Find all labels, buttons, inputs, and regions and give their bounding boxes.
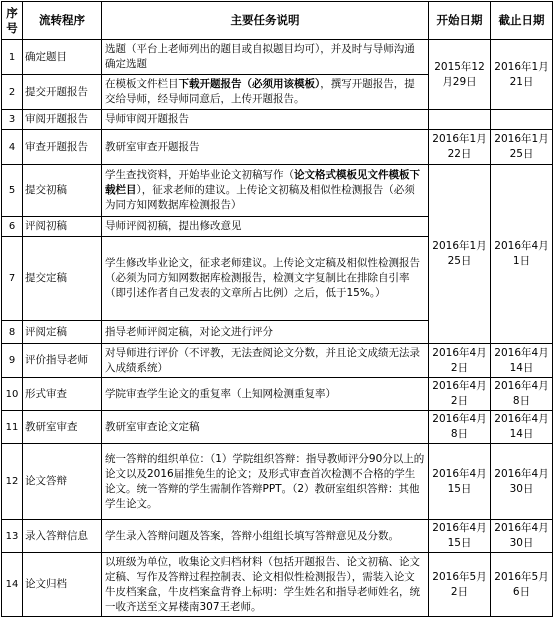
row-step: 录入答辩信息 [23, 520, 102, 553]
row-desc: 学生修改毕业论文，征求老师建议。上传论文定稿及相似性检测报告（必须为同方知网数据库检测报告，检测文字复制比在排除自引率（即引述作者自己发表的文章所占比例）之后，低于15%。） [102, 237, 429, 321]
row-desc: 统一答辩的组织单位：（1）学院组织答辩：指导教师评分90分以上的论文以及2016届推免生的论文；及形式审查首次检测不合格的学生论文。统一答辩的学生需制作答辩PPT。（2）教研室组织答辩：其他学生论文。 [102, 444, 429, 520]
row-step: 评阅初稿 [23, 217, 102, 237]
header-step: 流转程序 [23, 2, 102, 40]
row-desc: 以班级为单位，收集论文归档材料（包括开题报告、论文初稿、论文定稿、写作及答辩过程控制表、论文相似性检测报告），需装入论文牛皮档案盒，牛皮档案盒背脊上标明：学生姓名和指导老师姓名，统一收齐送至文昇楼南307王老师。 [102, 553, 429, 617]
row-end-date: 2016年1月21日 [491, 40, 553, 110]
row-step: 审查开题报告 [23, 130, 102, 165]
table-row [2, 520, 553, 553]
row-step: 论文归档 [23, 553, 102, 617]
row-start-date [429, 110, 491, 130]
table-row [2, 130, 553, 165]
row-desc [102, 165, 429, 217]
row-num: 10 [2, 378, 23, 411]
desc-text: 学生查找资料，开始毕业论文初稿写作（ [105, 169, 294, 181]
row-num: 4 [2, 130, 23, 165]
row-step: 教研室审查 [23, 411, 102, 444]
row-start-date: 2016年1月25日 [429, 165, 491, 344]
table-row [2, 110, 553, 130]
row-step: 提交初稿 [23, 165, 102, 217]
row-step: 评价指导老师 [23, 344, 102, 378]
row-step: 确定题目 [23, 40, 102, 75]
row-end-date: 2016年4月30日 [491, 444, 553, 520]
table-row [2, 444, 553, 520]
row-num: 8 [2, 321, 23, 344]
table-row [2, 553, 553, 617]
header-start: 开始日期 [429, 2, 491, 40]
desc-text: 在模板文件栏目 [105, 78, 179, 90]
row-desc: 导师评阅初稿，提出修改意见 [102, 217, 429, 237]
row-num: 1 [2, 40, 23, 75]
row-desc: 导师审阅开题报告 [102, 110, 429, 130]
row-start-date: 2016年1月22日 [429, 130, 491, 165]
row-end-date: 2016年4月30日 [491, 520, 553, 553]
row-step: 审阅开题报告 [23, 110, 102, 130]
header-row [2, 2, 553, 40]
header-desc: 主要任务说明 [102, 2, 429, 40]
row-desc: 学院审查学生论文的重复率（上知网检测重复率） [102, 378, 429, 411]
row-end-date [491, 110, 553, 130]
desc-bold-text: 论文格式模板见文件模板下载栏目 [105, 169, 420, 196]
table-row [2, 378, 553, 411]
row-num: 12 [2, 444, 23, 520]
row-num: 3 [2, 110, 23, 130]
table-row [2, 411, 553, 444]
row-desc: 对导师进行评价（不评教，无法查阅论文分数，并且论文成绩无法录入成绩系统） [102, 344, 429, 378]
row-num: 13 [2, 520, 23, 553]
header-end: 截止日期 [491, 2, 553, 40]
row-start-date: 2016年4月2日 [429, 344, 491, 378]
row-num: 11 [2, 411, 23, 444]
row-desc [102, 75, 429, 110]
desc-text: ），征求老师的建议。上传论文初稿及相似性检测报告（必须为同方知网数据库检测报告） [105, 184, 415, 211]
row-step: 形式审查 [23, 378, 102, 411]
header-num: 序号 [2, 2, 23, 40]
table-row [2, 165, 553, 217]
row-end-date: 2016年4月1日 [491, 165, 553, 344]
row-num: 9 [2, 344, 23, 378]
row-end-date: 2016年4月14日 [491, 411, 553, 444]
row-end-date: 2016年5月6日 [491, 553, 553, 617]
row-start-date: 2016年5月2日 [429, 553, 491, 617]
row-end-date[interactable] [491, 130, 553, 165]
row-end-date: 2016年4月8日 [491, 378, 553, 411]
row-step: 提交开题报告 [23, 75, 102, 110]
row-num: 7 [2, 237, 23, 321]
row-start-date: 2015年12月29日 [429, 40, 491, 110]
row-num: 14 [2, 553, 23, 617]
row-desc: 教研室审查开题报告 [102, 130, 429, 165]
row-step: 提交定稿 [23, 237, 102, 321]
row-num: 6 [2, 217, 23, 237]
row-end-date: 2016年4月14日 [491, 344, 553, 378]
row-desc: 选题（平台上老师列出的题目或自拟题目均可），并及时与导师沟通确定选题 [102, 40, 429, 75]
row-num: 2 [2, 75, 23, 110]
row-desc: 指导老师评阅定稿，对论文进行评分 [102, 321, 429, 344]
row-step: 论文答辩 [23, 444, 102, 520]
row-step: 评阅定稿 [23, 321, 102, 344]
row-num: 5 [2, 165, 23, 217]
row-start-date: 2016年4月15日 [429, 520, 491, 553]
date-text: 2016年1月25日 [494, 133, 549, 160]
desc-bold-text: 下载开题报告（必须用该模板） [178, 78, 321, 90]
schedule-table [1, 1, 553, 617]
row-desc: 学生录入答辩问题及答案，答辩小组组长填写答辩意见及分数。 [102, 520, 429, 553]
row-start-date: 2016年4月2日 [429, 378, 491, 411]
desc-text: ，撰写开题报告，提交给导师，经导师同意后，上传开题报告。 [105, 78, 415, 105]
table-row [2, 344, 553, 378]
table-row [2, 40, 553, 75]
row-start-date: 2016年4月8日 [429, 411, 491, 444]
row-desc: 教研室审查论文定稿 [102, 411, 429, 444]
row-start-date: 2016年4月15日 [429, 444, 491, 520]
